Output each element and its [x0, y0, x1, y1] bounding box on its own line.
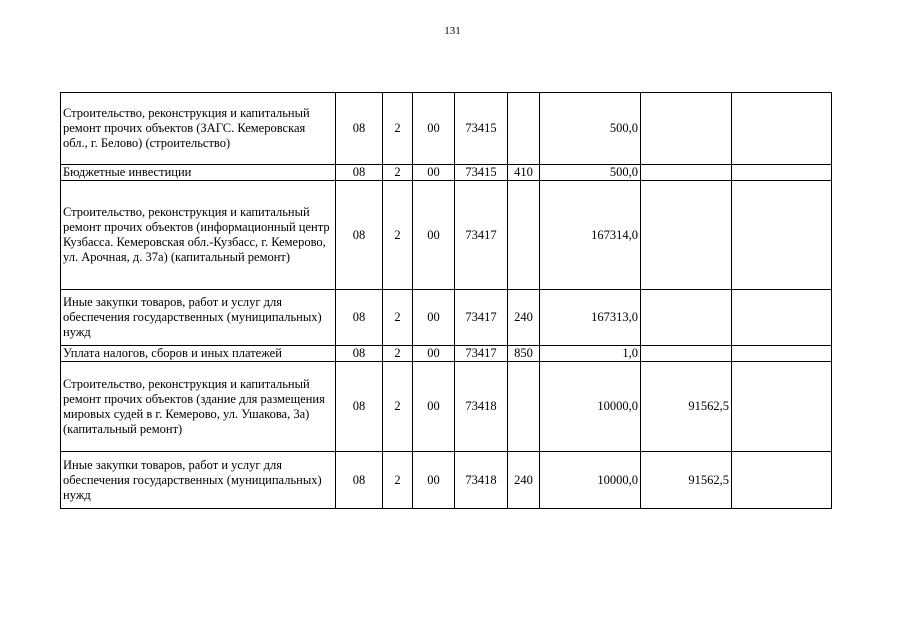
expense-type-code	[508, 181, 540, 290]
expense-item-name: Иные закупки товаров, работ и услуг для обеспечения государственных (муниципальных) нужд	[61, 452, 336, 509]
expense-type-code	[508, 93, 540, 165]
expense-type-code: 410	[508, 165, 540, 181]
amount-2	[641, 346, 732, 362]
section-code: 08	[336, 290, 383, 346]
subsection-code: 2	[383, 93, 413, 165]
program-code: 00	[413, 181, 455, 290]
section-code: 08	[336, 165, 383, 181]
table-row	[61, 452, 832, 509]
amount-2: 91562,5	[641, 452, 732, 509]
amount-2: 91562,5	[641, 362, 732, 452]
expense-item-name: Уплата налогов, сборов и иных платежей	[61, 346, 336, 362]
table-row	[61, 165, 832, 181]
table-row	[61, 290, 832, 346]
program-code: 00	[413, 346, 455, 362]
amount-2	[641, 165, 732, 181]
expense-type-code	[508, 362, 540, 452]
table-row	[61, 346, 832, 362]
amount-3	[732, 452, 832, 509]
expense-item-name: Строительство, реконструкция и капитальный ремонт прочих объектов (информационный центр Кузбасса. Кемеровская обл.-Кузбасс, г. Кемерово, ул. Арочная, д. 37а) (капитальный ремонт)	[61, 181, 336, 290]
direction-code: 73417	[455, 346, 508, 362]
program-code: 00	[413, 165, 455, 181]
amount-1: 10000,0	[540, 452, 641, 509]
amount-3	[732, 346, 832, 362]
amount-3	[732, 165, 832, 181]
program-code: 00	[413, 362, 455, 452]
direction-code: 73415	[455, 165, 508, 181]
amount-1: 10000,0	[540, 362, 641, 452]
expense-item-name: Строительство, реконструкция и капитальный ремонт прочих объектов (ЗАГС. Кемеровская обл., г. Белово) (строительство)	[61, 93, 336, 165]
section-code: 08	[336, 452, 383, 509]
program-code: 00	[413, 290, 455, 346]
subsection-code: 2	[383, 290, 413, 346]
section-code: 08	[336, 93, 383, 165]
expense-type-code: 240	[508, 452, 540, 509]
direction-code: 73415	[455, 93, 508, 165]
expense-type-code: 240	[508, 290, 540, 346]
amount-1: 167313,0	[540, 290, 641, 346]
section-code: 08	[336, 362, 383, 452]
expense-item-name: Бюджетные инвестиции	[61, 165, 336, 181]
table-row	[61, 93, 832, 165]
expense-item-name: Иные закупки товаров, работ и услуг для обеспечения государственных (муниципальных) нужд	[61, 290, 336, 346]
amount-1: 500,0	[540, 165, 641, 181]
expense-item-name: Строительство, реконструкция и капитальный ремонт прочих объектов (здание для размещения мировых судей в г. Кемерово, ул. Ушакова, 3а) (капитальный ремонт)	[61, 362, 336, 452]
direction-code: 73418	[455, 452, 508, 509]
subsection-code: 2	[383, 181, 413, 290]
amount-3	[732, 362, 832, 452]
expense-type-code: 850	[508, 346, 540, 362]
subsection-code: 2	[383, 362, 413, 452]
amount-1: 1,0	[540, 346, 641, 362]
table-row	[61, 362, 832, 452]
amount-1: 167314,0	[540, 181, 641, 290]
amount-2	[641, 93, 732, 165]
amount-1: 500,0	[540, 93, 641, 165]
direction-code: 73417	[455, 290, 508, 346]
direction-code: 73417	[455, 181, 508, 290]
amount-3	[732, 290, 832, 346]
program-code: 00	[413, 93, 455, 165]
amount-2	[641, 290, 732, 346]
page-number: 131	[444, 25, 461, 37]
amount-3	[732, 93, 832, 165]
subsection-code: 2	[383, 165, 413, 181]
budget-table	[60, 92, 832, 509]
table-row	[61, 181, 832, 290]
section-code: 08	[336, 346, 383, 362]
direction-code: 73418	[455, 362, 508, 452]
subsection-code: 2	[383, 452, 413, 509]
amount-2	[641, 181, 732, 290]
subsection-code: 2	[383, 346, 413, 362]
program-code: 00	[413, 452, 455, 509]
section-code: 08	[336, 181, 383, 290]
amount-3	[732, 181, 832, 290]
